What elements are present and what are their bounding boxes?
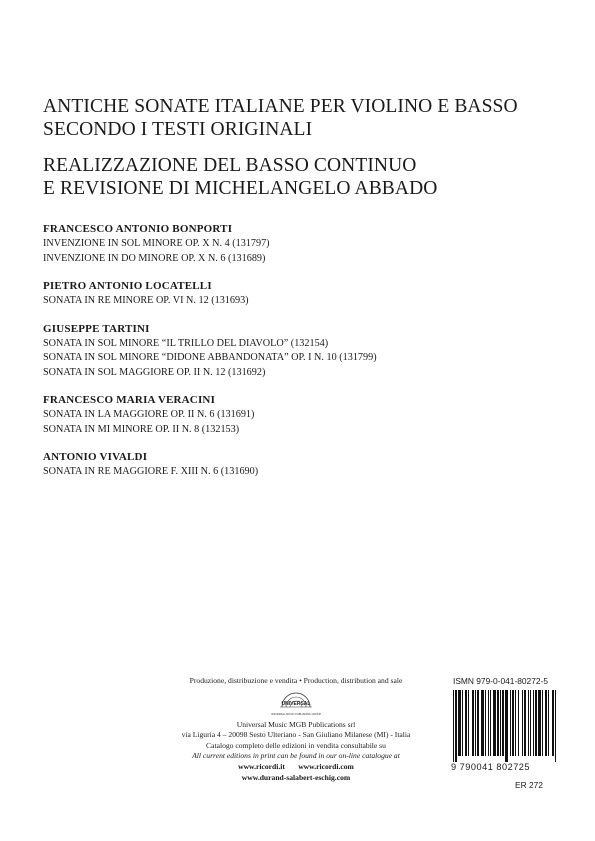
composer-section [43, 222, 563, 266]
editor-credit-line: E REVISIONE DI MICHELANGELO ABBADO [43, 178, 438, 199]
work-item: SONATA IN RE MINORE OP. VI N. 12 (131693) [43, 295, 249, 306]
barcode-bar [555, 690, 556, 762]
barcode-bar [545, 690, 547, 756]
composer-name: FRANCESCO ANTONIO BONPORTI [43, 223, 233, 235]
composer-name: ANTONIO VIVALDI [43, 451, 148, 463]
barcode-bar [548, 690, 549, 756]
barcode-bar [472, 690, 474, 756]
barcode-bar [524, 690, 526, 756]
publisher-address: via Liguria 4 – 20098 Sesto Ulteriano - San Giuliano Milanese (MI) - Italia [181, 730, 411, 740]
composer-list [43, 222, 563, 493]
universal-logo-icon [264, 691, 328, 717]
catalogue-note-it: Catalogo completo delle edizioni in vendita consultabile su [206, 740, 386, 750]
barcode-bar [462, 690, 463, 756]
title-block [43, 95, 563, 200]
barcode-bar [530, 690, 531, 756]
composer-section [43, 322, 563, 381]
barcode-bar [512, 690, 514, 756]
barcode-bar [510, 690, 511, 756]
barcode-bar [455, 690, 457, 762]
barcode-bar [528, 690, 529, 756]
work-item: SONATA IN SOL MINORE “IL TRILLO DEL DIAVOLO” (132154) [43, 337, 329, 349]
publisher-footer [150, 676, 442, 783]
barcode-bar [505, 690, 508, 762]
barcode-bar [485, 690, 486, 756]
composer-section [43, 279, 563, 309]
barcode-bar [518, 690, 519, 756]
logo-subtext: UNIVERSAL MUSIC PUBLISHING GROUP [270, 712, 322, 716]
barcode-bar [477, 690, 479, 756]
ismn-label: ISMN 979-0-041-80272-5 [453, 676, 548, 686]
series-title-line: SECONDO I TESTI ORIGINALI [43, 119, 313, 140]
work-item: INVENZIONE IN DO MINORE OP. X N. 6 (131689) [43, 252, 266, 264]
barcode-bar [481, 690, 484, 756]
composer-section [43, 450, 563, 480]
composer-name: FRANCESCO MARIA VERACINI [43, 394, 216, 406]
edition-code: ER 272 [515, 780, 543, 790]
composer-name: GIUSEPPE TARTINI [43, 322, 150, 335]
barcode-bar [500, 690, 501, 756]
editor-credit [43, 154, 563, 200]
barcode-bar [497, 690, 499, 756]
distribution-note: Produzione, distribuzione e vendita • Production, distribution and sale [189, 676, 403, 685]
publisher-name: Universal Music MGB Publications srl [236, 719, 356, 729]
barcode-bar [453, 690, 454, 762]
barcode-bar [468, 690, 469, 756]
barcode-bar [522, 690, 523, 756]
barcode-bar [533, 690, 534, 756]
composer-name: PIETRO ANTONIO LOCATELLI [43, 280, 212, 292]
barcode-icon [451, 690, 559, 762]
work-item: SONATA IN RE MAGGIORE F. XIII N. 6 (131690) [43, 466, 259, 477]
barcode-bar [493, 690, 496, 756]
barcode-bar [458, 690, 461, 756]
barcode-bar [488, 690, 489, 756]
barcode-bar [552, 690, 554, 756]
website-links[interactable]: www.ricordi.it www.ricordi.com [238, 761, 354, 771]
work-item: SONATA IN LA MAGGIORE OP. II N. 6 (131691) [43, 409, 255, 420]
barcode-bar [465, 690, 467, 756]
barcode-bar [538, 690, 541, 756]
work-item: SONATA IN SOL MAGGIORE OP. II N. 12 (131692) [43, 366, 266, 378]
editor-credit-line: REALIZZAZIONE DEL BASSO CONTINUO [43, 155, 417, 176]
barcode-bar [502, 690, 504, 756]
series-title-line: ANTICHE SONATE ITALIANE PER VIOLINO E BASSO [43, 96, 518, 117]
catalogue-note-en: All current editions in print can be found in our on-line catalogue at [192, 751, 400, 761]
composer-section [43, 393, 563, 437]
work-item: SONATA IN MI MINORE OP. II N. 8 (132153) [43, 423, 240, 435]
barcode-digits: 9 790041 802725 [451, 762, 531, 772]
logo-wordmark: UNIVERSAL [281, 700, 311, 707]
series-title [43, 95, 563, 141]
barcode-bar [475, 690, 476, 756]
barcode-bar [515, 690, 516, 756]
work-item: SONATA IN SOL MINORE “DIDONE ABBANDONATA” OP. I N. 10 (131799) [43, 352, 377, 363]
barcode-bar [490, 690, 491, 756]
barcode-bar [542, 690, 543, 756]
barcode-bar [535, 690, 537, 756]
work-item: INVENZIONE IN SOL MINORE OP. X N. 4 (131797) [43, 238, 270, 249]
website-link[interactable]: www.durand-salabert-eschig.com [241, 772, 351, 782]
